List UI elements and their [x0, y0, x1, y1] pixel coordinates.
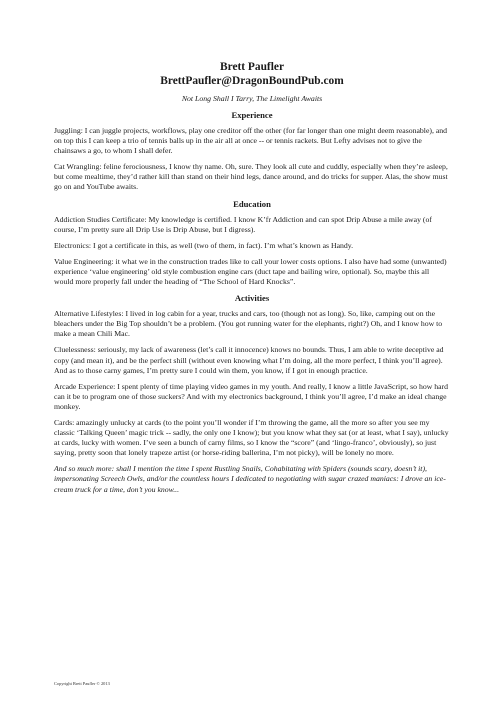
section-heading-activities: Activities: [234, 293, 270, 304]
experience-entry-juggling: Juggling: I can juggle projects, workflows, play one creditor off the other (for far longer than one might deem reasonable), and on top this I can keep a trio of tennis balls up in the air all at once -- or tennis rackets. But Lefty advises not to give the chainsaws a go, to whom I shall defer.: [54, 126, 448, 156]
education-entry-value-engineering: Value Engineering: it what we in the construction trades like to call your lower costs options. I also have had some (unwanted) experience ‘value engineering’ old style combustion engine cars (duct tape and bailing wire, optional). So, maybe this all would more properly fall under the heading of “The School of Hard Knocks”.: [54, 256, 447, 287]
tagline: Not Long Shall I Tarry, The Limelight Awaits: [181, 94, 323, 103]
activities-entry-arcade-experience: Arcade Experience: I spent plenty of time playing video games in my youth. And really, I know a little JavaScript, so how hard can it be to program one of those suckers? And with my electronics background, I think you’ll agree, I’d make an ideal change monkey.: [54, 381, 449, 411]
closing-paragraph: And so much more: shall I mention the time I spent Rustling Snails, Cohabitating with Spiders (sounds scary, doesn’t it), impersonating Screech Owls, and/or the countless hours I dedicated to negotiating with sugar crazed maniacs: I drove an ice-cream truck for a time, don’t you know...: [54, 464, 446, 494]
education-entry-electronics: Electronics: I got a certificate in this, as well (two of them, in fact). I’m what’s known as Handy.: [54, 240, 354, 250]
copyright-notice: Copyright Brett Paufler © 2013: [54, 681, 110, 686]
author-name: Brett Paufler: [220, 61, 284, 73]
experience-entry-cat-wrangling: Cat Wrangling: feline ferociousness, I know thy name. Oh, sure. They look all cute and cuddly, especially when they’re asleep, but come mealtime, they’d rather kill than stand on their hind legs, dance around, and do tricks for supper. Alas, the show must go on and YouTube awaits.: [54, 162, 448, 192]
activities-entry-alternative-lifestyles: Alternative Lifestyles: I lived in log cabin for a year, trucks and cars, too (though not as long). So, like, camping out on the bleachers under the Big Top shouldn’t be a problem. (You got running water for the elephants, right?) Oh, and I know how to make a mean Chili Mac.: [54, 309, 443, 339]
education-entry-addiction-studies: Addiction Studies Certificate: My knowledge is certified. I know K’fr Addiction and can spot Drip Abuse a mile away (of course, I’m pretty sure all Drip Use is Drip Abuse, but I digress).: [54, 214, 432, 234]
activities-entry-cluelessness: Cluelessness: seriously, my lack of awareness (let’s call it innocence) knows no bounds. Thus, I am able to write deceptive ad copy (and mean it), and be the perfect shill (without even knowing what I’m doing, all the more perfect, I think you’ll agree). And as to those carny games, I’m pretty sure I could win them, you know, if I got in enough practice.: [54, 345, 444, 375]
section-heading-experience: Experience: [231, 110, 273, 120]
section-heading-education: Education: [233, 198, 271, 209]
author-email[interactable]: BrettPaufler@DragonBoundPub.com: [160, 75, 344, 87]
activities-entry-cards: Cards: amazingly unlucky at cards (to the point you’ll wonder if I’m throwing the game, all the more so after you see my classic ‘Talking Queen’ magic trick -- sadly, the only one I know); but you know what they sat (or at least, what I say), unlucky at cards, lucky with women. I’ve seen a bunch of carny films, so I know the “score” (and ‘lingo-franco’, obviously), so just saying, pretty soon that lonely trapeze artist (or horse-riding ballerina, I’m not picky), will be lonely no more.: [54, 417, 449, 458]
